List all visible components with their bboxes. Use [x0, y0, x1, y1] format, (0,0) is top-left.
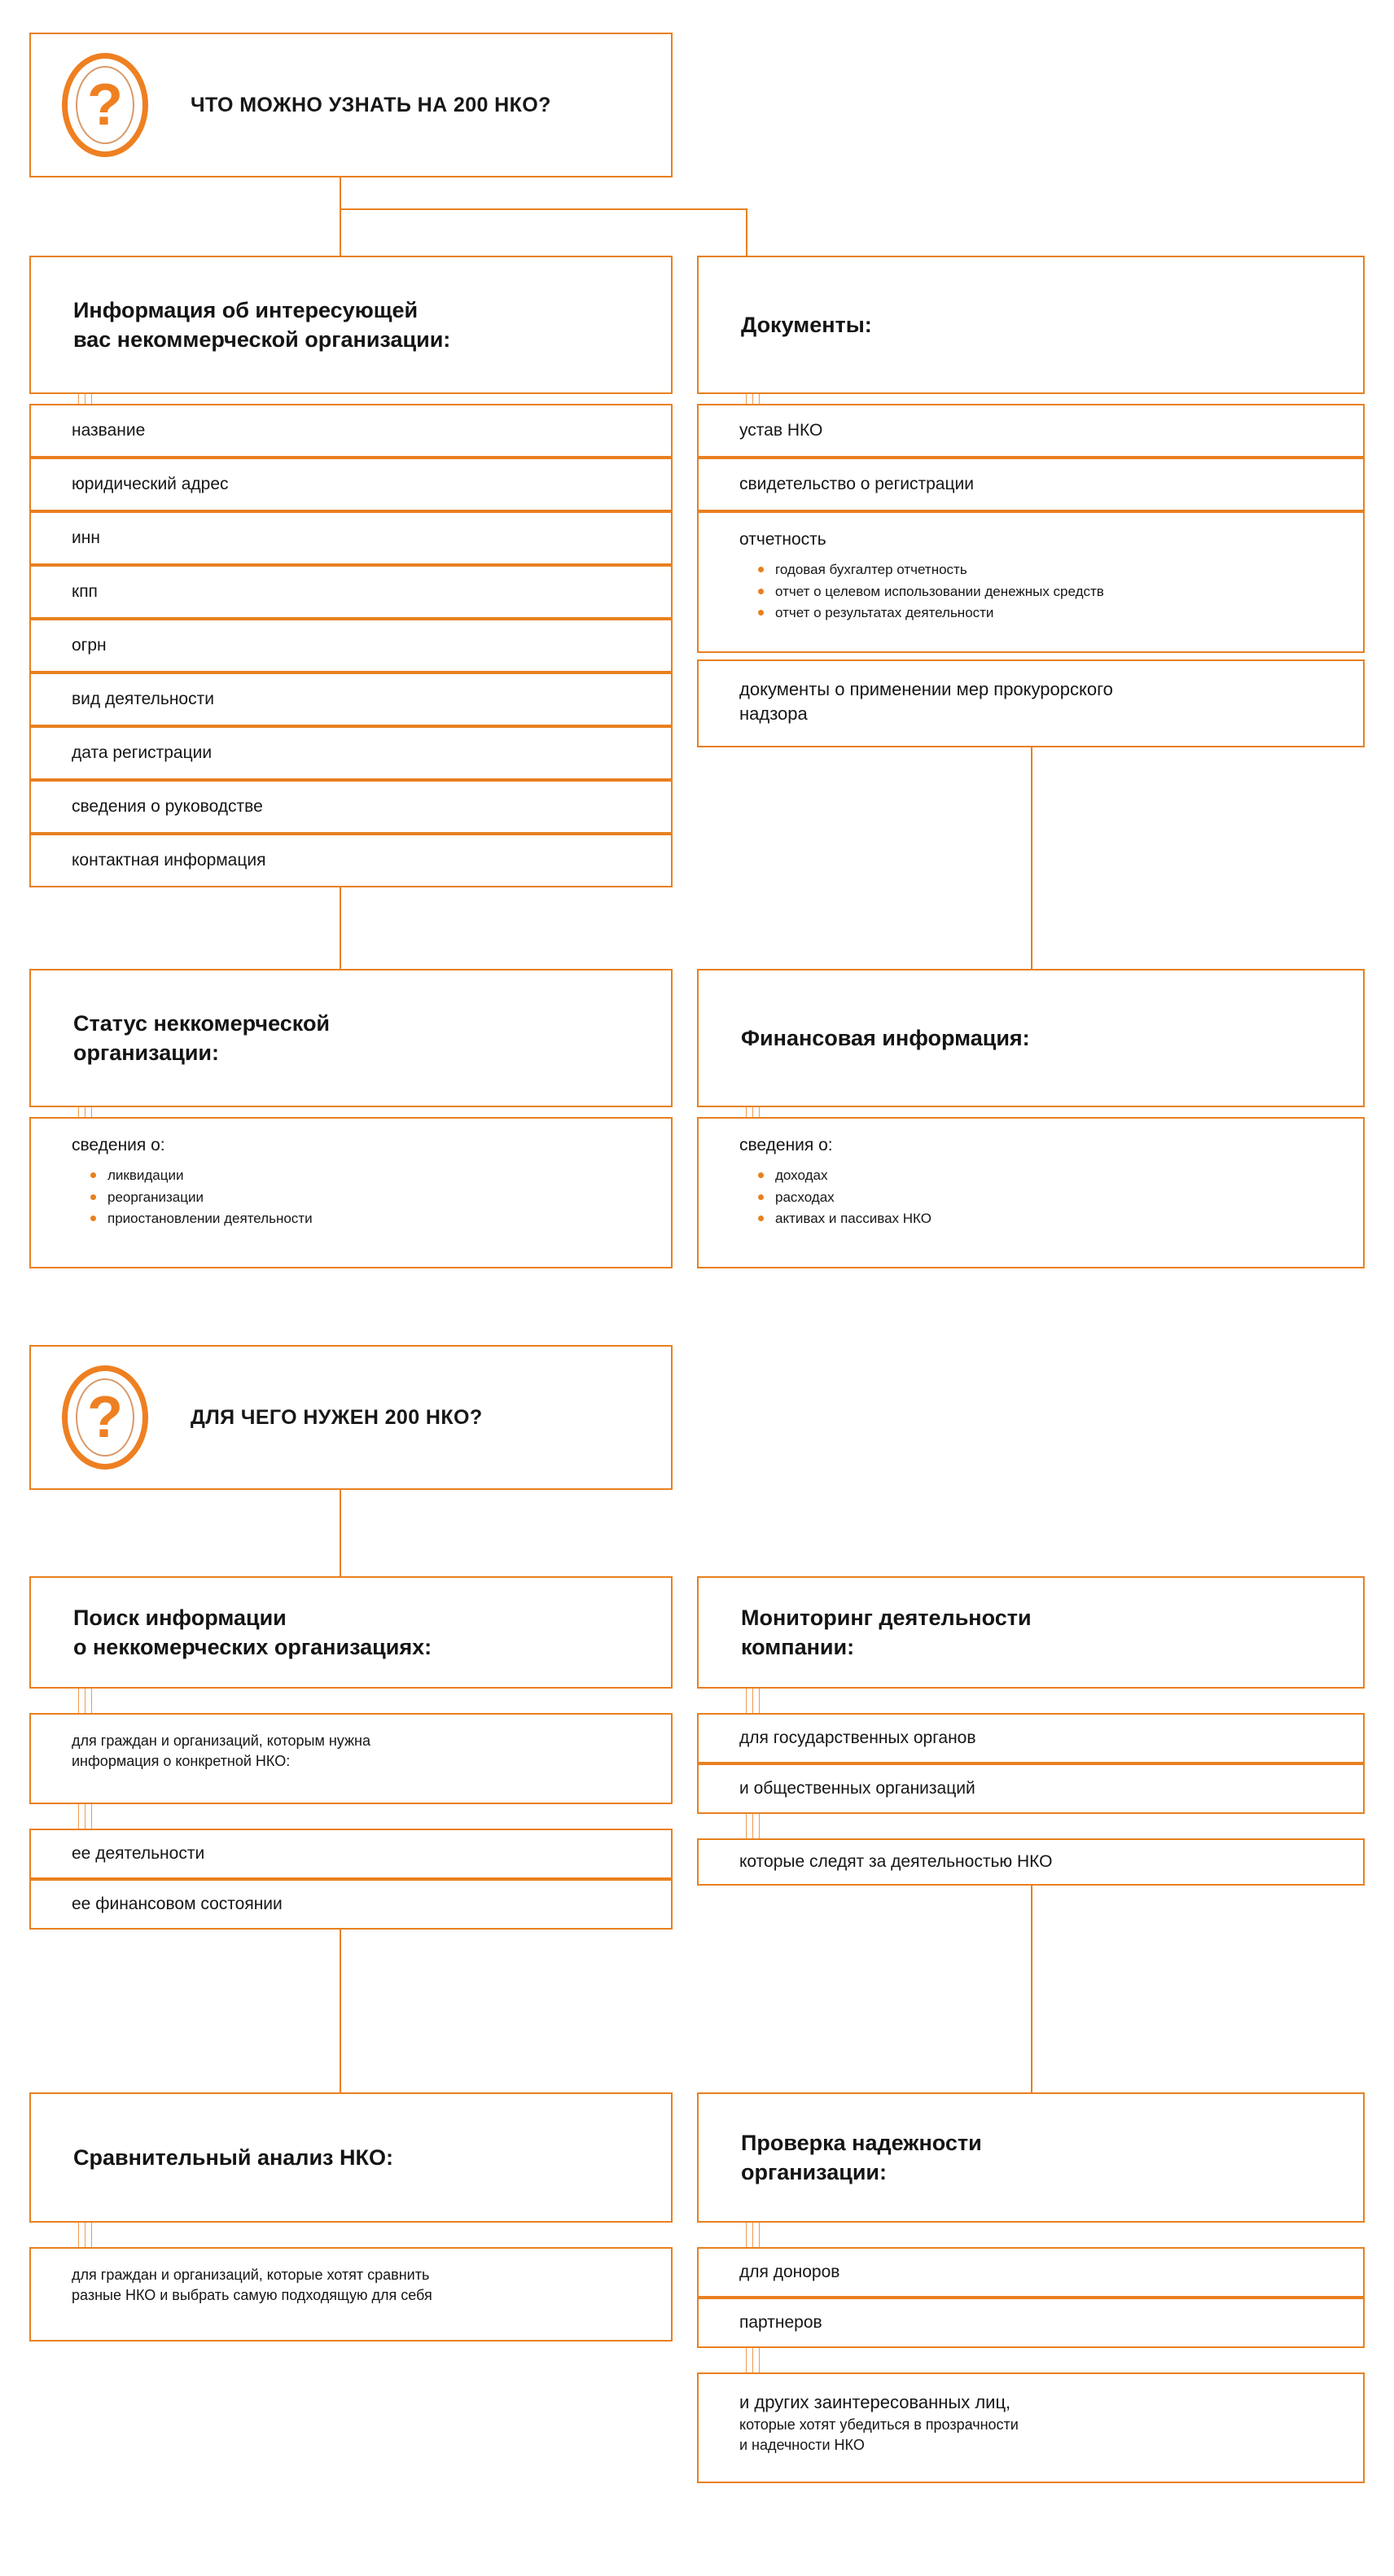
documents-heading-box [697, 256, 1365, 394]
org-info-item [29, 834, 673, 887]
monitoring-heading [699, 1603, 1051, 1662]
documents-reporting-box [697, 511, 1365, 653]
question-glyph: ? [87, 1385, 123, 1450]
org-info-item-label: кпп [72, 582, 98, 602]
monitoring-item [697, 1838, 1365, 1886]
search-heading-line2: о неккомерческих организациях: [73, 1635, 432, 1659]
reporting-bullet-list [739, 559, 1345, 624]
org-info-item [29, 726, 673, 780]
search-note-line2: информация о конкретной НКО: [72, 1753, 291, 1770]
comparison-heading-box [29, 2092, 673, 2223]
status-bullet: приостановлении деятельности [107, 1208, 653, 1229]
org-info-item [29, 404, 673, 458]
monitoring-item [697, 1713, 1365, 1763]
org-info-heading-line2: вас некоммерческой организации: [73, 327, 451, 352]
documents-item-label: свидетельство о регистрации [739, 475, 974, 494]
monitoring-item-label: которые следят за деятельностью НКО [739, 1852, 1053, 1872]
org-info-item-label: контактная информация [72, 851, 266, 870]
connector-orginfo-to-status [340, 887, 341, 969]
search-item [29, 1829, 673, 1879]
finance-bullet: активах и пассивах НКО [775, 1208, 1345, 1229]
prosecutor-line2: надзора [739, 703, 808, 724]
connector-header1-to-orginfo [340, 177, 341, 256]
monitoring-item-label: для государственных органов [739, 1728, 976, 1748]
org-info-item [29, 780, 673, 834]
reliability-heading-box [697, 2092, 1365, 2223]
question-glyph: ? [87, 72, 123, 138]
section-title-2: ДЛЯ ЧЕГО НУЖЕН 200 НКО? [191, 1405, 483, 1429]
org-info-item-label: сведения о руководстве [72, 797, 263, 817]
org-info-item-label: огрн [72, 636, 107, 655]
reporting-bullet: отчет о целевом использовании денежных средств [775, 581, 1345, 602]
org-info-item-label: юридический адрес [72, 475, 229, 494]
reporting-bullet: отчет о результатах деятельности [775, 602, 1345, 624]
reliability-heading-line2: организации: [741, 2160, 888, 2184]
reporting-lead: отчетность [739, 530, 826, 549]
org-info-item [29, 458, 673, 511]
status-bullet: ликвидации [107, 1165, 653, 1186]
reliability-item-label: для доноров [739, 2263, 840, 2282]
monitoring-heading-line1: Мониторинг деятельности [741, 1605, 1032, 1630]
search-heading-line1: Поиск информации [73, 1605, 287, 1630]
finance-details-box [697, 1117, 1365, 1268]
documents-heading: Документы: [741, 312, 872, 337]
finance-bullet: доходах [775, 1165, 1345, 1186]
org-info-heading-box [29, 256, 673, 394]
finance-bullet: расходах [775, 1187, 1345, 1208]
question-header-2 [29, 1345, 673, 1490]
finance-heading-box [697, 969, 1365, 1107]
reliability-heading [699, 2128, 1002, 2187]
status-bullet-list [72, 1165, 653, 1229]
question-mark-icon [62, 1365, 148, 1470]
search-item-label: ее деятельности [72, 1844, 205, 1864]
documents-prosecutor-box [697, 659, 1365, 747]
connector-documents-to-finance [1031, 747, 1032, 969]
reliability-others-line3: и надечности НКО [739, 2436, 865, 2453]
status-heading-line1: Статус неккомерческой [73, 1010, 331, 1036]
search-item [29, 1879, 673, 1930]
org-info-heading [31, 296, 470, 354]
documents-item-label: устав НКО [739, 421, 823, 440]
monitoring-heading-box [697, 1576, 1365, 1689]
connector-to-documents [746, 208, 747, 256]
connector-monitoring-to-reliability [1031, 1886, 1032, 2092]
monitoring-item-label: и общественных организаций [739, 1779, 975, 1798]
status-heading [31, 1009, 349, 1067]
monitoring-heading-line2: компании: [741, 1635, 855, 1659]
prosecutor-line1: документы о применении мер прокурорского [739, 679, 1113, 699]
status-details-box [29, 1117, 673, 1268]
finance-heading: Финансовая информация: [741, 1025, 1030, 1050]
org-info-heading-line1: Информация об интересующей [73, 297, 419, 322]
status-lead: сведения о: [72, 1136, 165, 1154]
org-info-item [29, 619, 673, 672]
reliability-others-box [697, 2372, 1365, 2483]
finance-lead: сведения о: [739, 1136, 833, 1154]
org-info-item-label: дата регистрации [72, 743, 213, 763]
connector-branch-documents [340, 208, 747, 210]
comparison-note-box [29, 2247, 673, 2342]
documents-item [697, 458, 1365, 511]
search-note-box [29, 1713, 673, 1804]
connector-search-to-comparison [340, 1930, 341, 2092]
reporting-bullet: годовая бухгалтер отчетность [775, 559, 1345, 580]
status-bullet: реорганизации [107, 1187, 653, 1208]
search-note-line1: для граждан и организаций, которым нужна [72, 1733, 370, 1749]
documents-item [697, 404, 1365, 458]
connector-header2-to-search [340, 1490, 341, 1576]
comparison-note-line1: для граждан и организаций, которые хотят сравнить [72, 2267, 430, 2283]
org-info-item [29, 565, 673, 619]
reliability-item [697, 2298, 1365, 2348]
org-info-item-label: инн [72, 528, 100, 548]
reliability-others-line2: которые хотят убедиться в прозрачности [739, 2416, 1019, 2433]
org-info-item-label: вид деятельности [72, 690, 214, 709]
org-info-item-label: название [72, 421, 146, 440]
status-heading-line2: организации: [73, 1040, 220, 1065]
reliability-item [697, 2247, 1365, 2298]
reliability-item-label: партнеров [739, 2313, 822, 2333]
search-heading [31, 1603, 451, 1662]
search-heading-box [29, 1576, 673, 1689]
status-heading-box [29, 969, 673, 1107]
question-header-1 [29, 33, 673, 177]
org-info-item [29, 511, 673, 565]
question-mark-icon [62, 53, 148, 157]
search-item-label: ее финансовом состоянии [72, 1895, 283, 1914]
monitoring-item [697, 1763, 1365, 1814]
comparison-note-line2: разные НКО и выбрать самую подходящую для себя [72, 2287, 432, 2304]
finance-bullet-list [739, 1165, 1345, 1229]
comparison-heading: Сравнительный анализ НКО: [73, 2144, 393, 2170]
section-title-1: ЧТО МОЖНО УЗНАТЬ НА 200 НКО? [191, 93, 551, 116]
reliability-others-line1: и других заинтересованных лиц, [739, 2392, 1011, 2412]
reliability-heading-line1: Проверка надежности [741, 2130, 982, 2155]
org-info-item [29, 672, 673, 726]
